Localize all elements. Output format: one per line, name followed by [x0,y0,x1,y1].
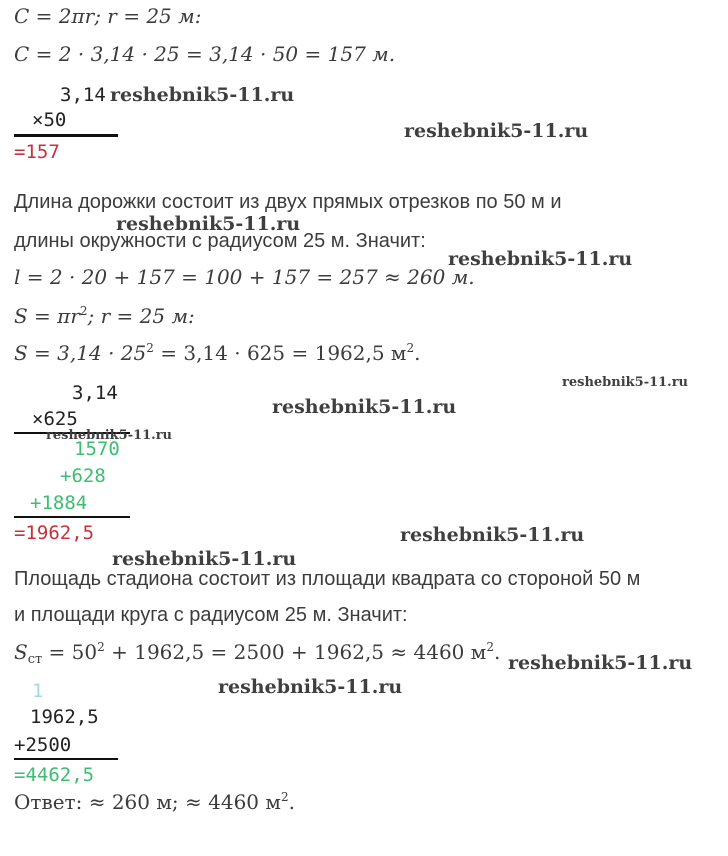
formula-text: C = 2πr; r = 25 м: [14,4,202,28]
watermark: reshebnik5-11.ru [448,248,633,270]
watermark: reshebnik5-11.ru [508,652,693,674]
watermark: reshebnik5-11.ru [404,120,589,142]
calc2-partial-2: +628 [60,465,106,487]
watermark: reshebnik5-11.ru [112,548,297,570]
paragraph-stadium-line2: и площади круга с радиусом 25 м. Значит: [14,604,408,626]
paragraph-track-line2: длины окружности с радиусом 25 м. Значит: [14,230,426,252]
watermark: reshebnik5-11.ru [46,428,173,443]
calc2-partial-3: +1884 [30,492,88,514]
watermark: reshebnik5-11.ru [110,84,295,106]
calc2-top: 3,14 [72,382,118,404]
formula-stadium-area: $S_{ст} = 50^2 + 1962,5 = 2500 + 1962,5 \approx 4460$ $м^2$. [14,640,501,667]
calc2-result: =1962,5 [14,522,95,544]
calc3-addend: +2500 [14,734,72,756]
calc3-top: 1962,5 [30,706,99,728]
calc3-rule [14,758,118,760]
calc1-rule [14,134,118,137]
formula-text: C = 2 · 3,14 · 25 = 3,14 · 50 = 157 м. [14,42,396,66]
watermark: reshebnik5-11.ru [218,676,403,698]
calc2-rule-bottom [14,516,130,518]
watermark: reshebnik5-11.ru [562,375,689,390]
calc1-multiplier: ×50 [32,109,67,131]
calc1-top: 3,14 [60,84,106,106]
formula-circumference-calc [14,42,395,66]
formula-track-length [14,265,475,289]
paragraph-stadium-line1: Площадь стадиона состоит из площади квадрата со стороной 50 м [14,568,641,590]
calc2-partial-1: 1570 [74,438,120,460]
formula-area-calc: $S = 3,14 \cdot 25^2 = 3,14 \cdot 625 = 1962,5$ $м^2$. [14,341,421,365]
answer-line: Ответ: ≈ 260 м; ≈ 4460 $м^2$. [14,790,295,814]
calc3-carry: 1 [32,680,44,702]
watermark: reshebnik5-11.ru [272,396,457,418]
formula-area: $S = \pi r^2$; r = 25 м: [14,304,195,328]
calc3-result: =4462,5 [14,764,95,786]
calc2-multiplier: ×625 [32,408,78,430]
watermark: reshebnik5-11.ru [116,213,301,235]
paragraph-track-line1: Длина дорожки состоит из двух прямых отрезков по 50 м и [14,191,562,213]
formula-circumference [14,4,201,28]
watermark: reshebnik5-11.ru [400,524,585,546]
calc1-result: =157 [14,141,60,163]
formula-text: l = 2 · 20 + 157 = 100 + 157 = 257 ≈ 260 м. [14,265,475,289]
